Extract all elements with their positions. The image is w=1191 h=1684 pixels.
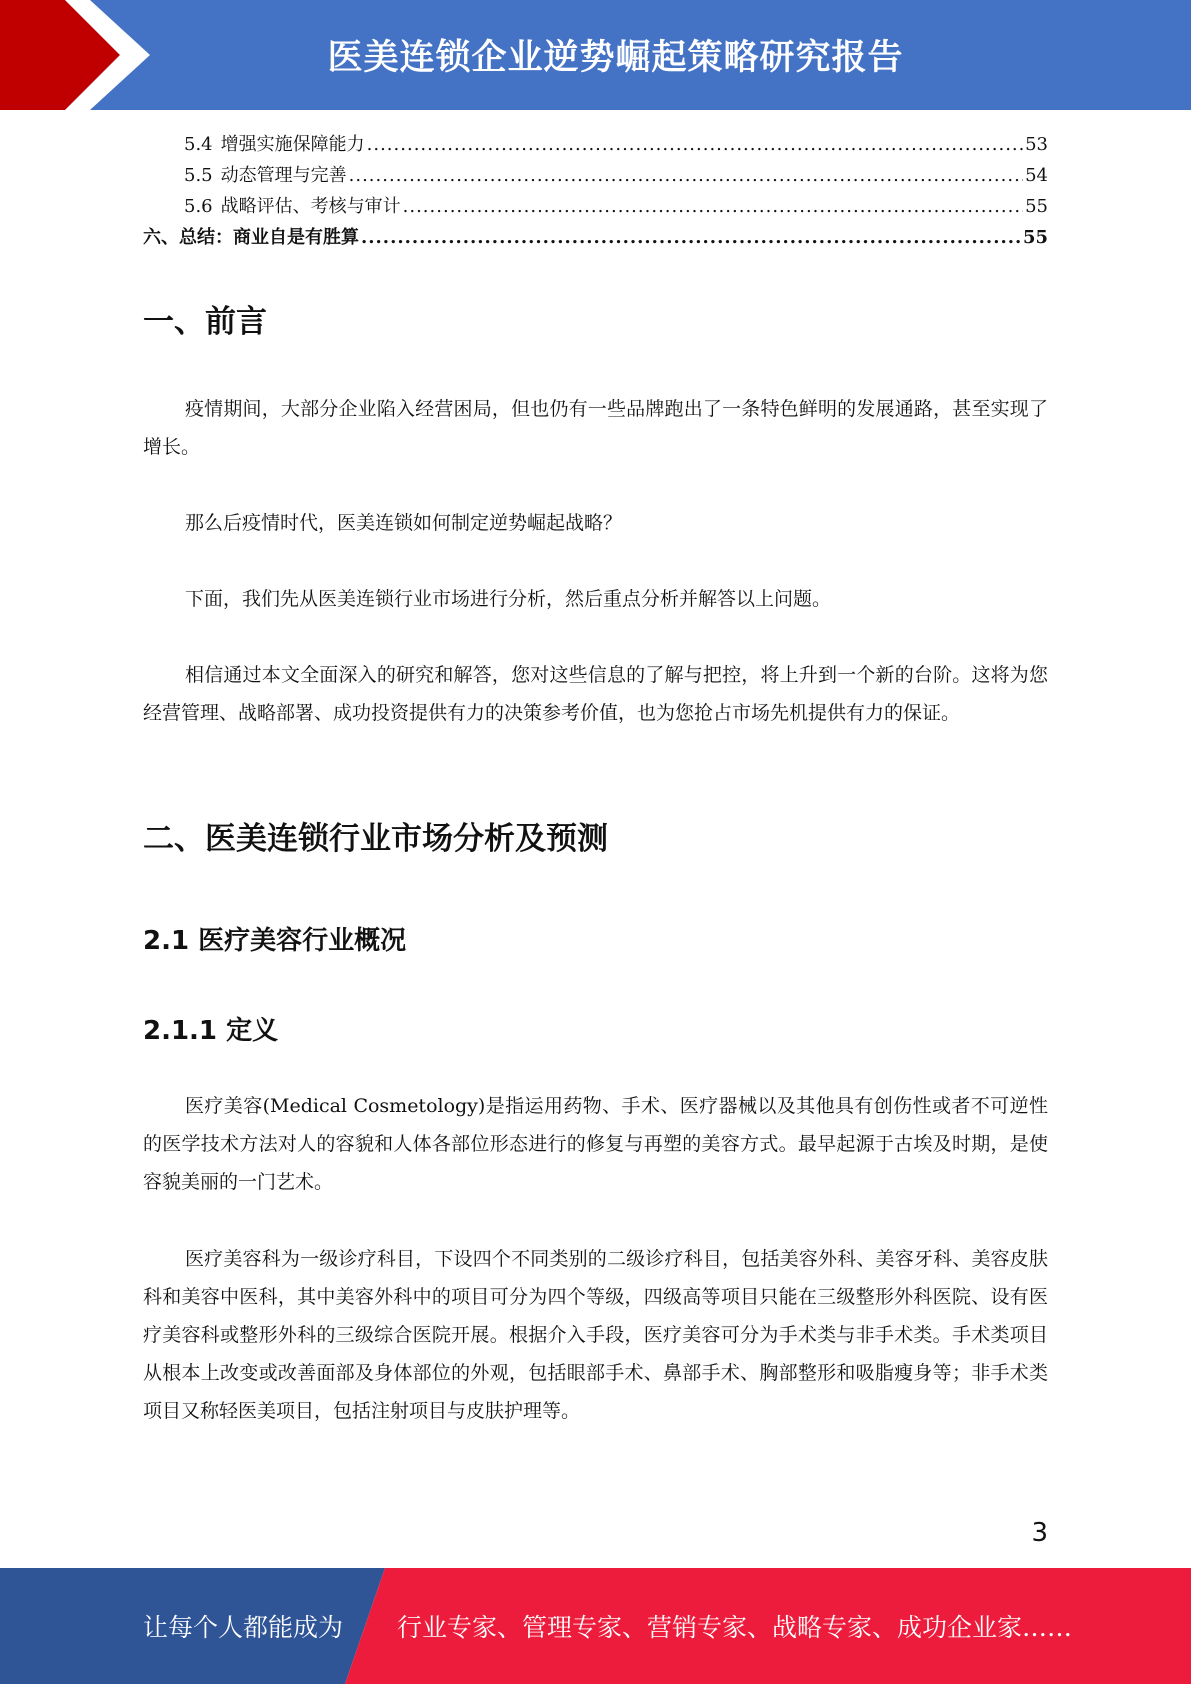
toc-entry-page: 55 xyxy=(1022,227,1048,248)
paragraph: 疫情期间，大部分企业陷入经营困局，但也仍有一些品牌跑出了一条特色鲜明的发展通路，甚至实现了增长。 xyxy=(143,398,1048,458)
toc-entry-number: 5.6 xyxy=(184,196,213,217)
toc-entry-label: 动态管理与完善 xyxy=(220,165,347,186)
toc-entry-page: 54 xyxy=(1025,165,1048,186)
paragraph: 那么后疫情时代，医美连锁如何制定逆势崛起战略？ xyxy=(185,512,623,534)
toc-entry[interactable] xyxy=(143,192,1048,223)
header-banner xyxy=(0,0,1191,110)
paragraph: 医疗美容(Medical Cosmetology)是指运用药物、手术、医疗器械以及其他具有创伤性或者不可逆性的医学技术方法对人的容貌和人体各部位形态进行的修复与再塑的美容方式。最早起源于古埃及时期，是使容貌美丽的一门艺术。 xyxy=(143,1095,1048,1193)
section-heading-market: 二、医美连锁行业市场分析及预测 xyxy=(143,821,608,857)
header-arrow-decoration xyxy=(0,0,160,110)
toc-entry[interactable] xyxy=(143,223,1048,254)
toc-leader-dots xyxy=(349,165,1023,186)
toc-entry-label: 六、总结：商业自是有胜算 xyxy=(143,227,359,248)
subsection-heading: 2.1 医疗美容行业概况 xyxy=(143,926,407,956)
paragraph: 医疗美容科为一级诊疗科目，下设四个不同类别的二级诊疗科目，包括美容外科、美容牙科、美容皮肤科和美容中医科，其中美容外科中的项目可分为四个等级，四级高等项目只能在三级整形外科医院、设有医疗美容科或整形外科的三级综合医院开展。根据介入手段，医疗美容可分为手术类与非手术类。手术类项目从根本上改变或改善面部及身体部位的外观，包括眼部手术、鼻部手术、胸部整形和吸脂瘦身等；非手术类项目又称轻医美项目，包括注射项目与皮肤护理等。 xyxy=(143,1248,1048,1422)
toc-leader-dots xyxy=(367,134,1023,155)
toc-entry-number: 5.5 xyxy=(184,165,213,186)
report-title: 医美连锁企业逆势崛起策略研究报告 xyxy=(327,38,904,78)
toc-leader-dots xyxy=(403,196,1023,217)
footer-slogan-left: 让每个人都能成为 xyxy=(143,1613,344,1642)
toc-entry-label: 增强实施保障能力 xyxy=(220,134,365,155)
paragraph: 下面，我们先从医美连锁行业市场进行分析，然后重点分析并解答以上问题。 xyxy=(185,588,832,610)
toc-entry-number: 5.4 xyxy=(184,134,213,155)
toc-entry-page: 53 xyxy=(1025,134,1048,155)
toc-entry-label: 战略评估、考核与审计 xyxy=(220,196,401,217)
paragraph: 相信通过本文全面深入的研究和解答，您对这些信息的了解与把控，将上升到一个新的台阶。这将为您经营管理、战略部署、成功投资提供有力的决策参考价值，也为您抢占市场先机提供有力的保证。 xyxy=(143,664,1048,724)
toc-entry-page: 55 xyxy=(1025,196,1048,217)
section-heading-intro: 一、前言 xyxy=(143,304,267,340)
toc-leader-dots xyxy=(361,227,1021,248)
toc-entry[interactable] xyxy=(143,161,1048,192)
table-of-contents xyxy=(143,130,1048,254)
footer-slogan-right: 行业专家、管理专家、营销专家、战略专家、成功企业家…… xyxy=(397,1613,1073,1642)
footer-banner xyxy=(0,1568,1191,1684)
toc-entry[interactable] xyxy=(143,130,1048,161)
subsubsection-heading: 2.1.1 定义 xyxy=(143,1016,279,1046)
page-number: 3 xyxy=(1031,1518,1048,1548)
